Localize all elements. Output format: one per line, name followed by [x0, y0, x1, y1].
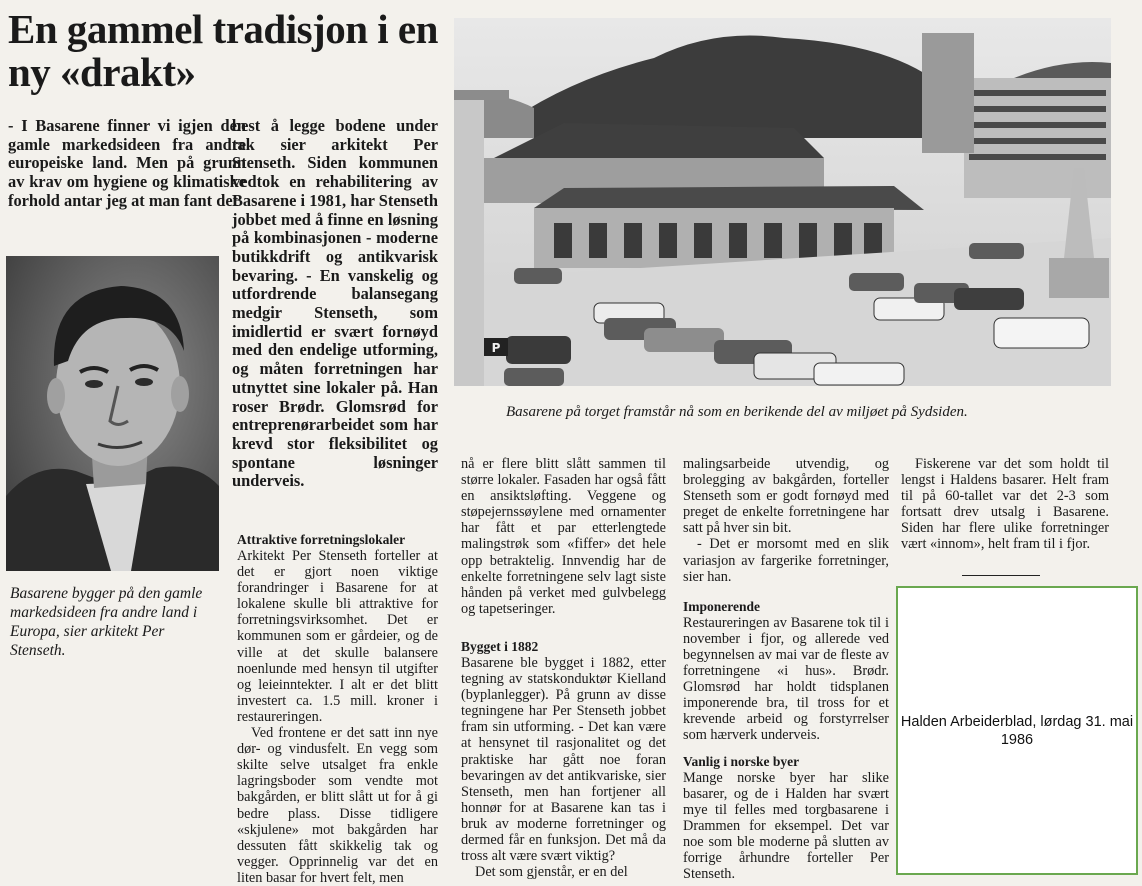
portrait-image — [6, 256, 219, 571]
column-2-body — [237, 532, 438, 886]
paragraph: Det som gjenstår, er en del — [475, 864, 628, 881]
paragraph: Basarene ble bygget i 1882, etter tegning av statskonduktør Kielland (byplanlegger). På grunn av disse tegningene har Per Stenseth jobbet fram sin utforming. - Det kan være at hensynet til rasjonalitet og det praktiske har gått noe foran bevaringen av det antikvariske, sier Stenseth, men han fortjener all honnør for at Basarene kan tas i bruk av moderne forretninger og dermed får en funksjon. Det må da tross alt være svært viktig? — [461, 654, 666, 865]
paragraph: malingsarbeide utvendig, og brolegging av bakgården, forteller Stenseth som er godt fornøyd med preget de enkelte forretningene har satt på hver sin bit. — [683, 456, 889, 537]
paragraph: Ved frontene er det satt inn nye dør- og vindusfelt. En vegg som skilte selve utsalget fra enkle lagringsboder som vendte mot bakgården, er blitt slått ut for å gi bedre plass. Disse tidligere «skjulene» mot bakgården har dessuten fått skikkelig tak og vegger. Opprinnelig var det en liten basar for hvert felt, men — [237, 725, 438, 886]
paragraph: - Det er morsomt med en slik variasjon av fargerike forretninger, sier han. — [683, 536, 889, 585]
column-5-body — [901, 456, 1109, 553]
subheading-bygget: Bygget i 1882 — [461, 638, 539, 654]
column-3-body — [461, 456, 666, 880]
town-square-photo-caption: Basarene på torget framstår nå som en berikende del av miljøet på Sydsiden. — [506, 404, 968, 420]
end-rule — [962, 575, 1040, 576]
paragraph: nå er flere blitt slått sammen til større lokaler. Fasaden har også fått en ansiktsløfting. Veggene og støpejernssøylene med ornamenter har fått et par etterlengtede malingstrøk som «fiffer» det hele opp betraktelig. Innvendig har de enkelte forretningene selv lagt siste hånden på verket med gulvbelegg og tapetseringer. — [461, 456, 666, 617]
source-note-text: Halden Arbeiderblad, lørdag 31. mai 1986 — [900, 713, 1134, 748]
paragraph: Fiskerene var det som holdt til lengst i Haldens basarer. Helt fram til på 60-tallet var det 2-3 som fortsatt drev utsalg i Basarene. Siden har flere ulike forretninger vært «innom», helt fram til i fjor. — [901, 456, 1109, 553]
svg-text:P: P — [491, 341, 501, 355]
portrait-photo — [6, 256, 219, 571]
source-note-box — [896, 586, 1138, 875]
lead-column-1: - I Basarene finner vi igjen den gamle markedsideen fra andre europeiske land. Men på grunn av krav om hygiene og klimatiske forhold antar jeg at man fant det — [8, 116, 246, 210]
lead-column-2: best å legge bodene under tak sier arkitekt Per Stenseth. Siden kommunen vedtok en rehabilitering av Basarene i 1981, har Stenseth jobbet med å finne en løsning på kombinasjonen - moderne butikkdrift og antikvarisk bevaring. - En vanskelig og utfordrende balansegang medgir Stenseth, som imidlertid er svært fornøyd med den endelige utforming, og måten forretningen har utnyttet sine lokaler på. Han roser Brødr. Glomsrød for entreprenørarbeidet som har krevd stor fleksibilitet og spontane løsninger underveis. — [232, 116, 438, 491]
subheading-attraktive: Attraktive forretningslokaler — [237, 532, 406, 547]
town-square-image — [454, 18, 1111, 386]
paragraph: Restaureringen av Basarene tok til i november i fjor, og allerede ved begynnelsen av mai var de fleste av forretningene «i hus». Brødr. Glomsrød har holdt tidsplanen imponerende bra, til tross for et krevende arbeid og forstyrrelser som hærverk underveis. — [683, 614, 889, 744]
paragraph: Arkitekt Per Stenseth forteller at det er gjort noen viktige forandringer i Basarene for at lokalene skulle bli attraktive for forretningsvirksomhet. Det er kommunen som er gårdeier, og de ville at det skulle balansere noenlunde med hensyn til utgifter og leieinntekter. I alt er det blitt investert ca. 1.5 mill. kroner i restaureringen. — [237, 548, 438, 725]
subheading-vanlig: Vanlig i norske byer — [683, 753, 800, 769]
article-title: En gammel tradisjon i en ny «drakt» — [8, 6, 438, 95]
column-4-body — [683, 456, 889, 882]
town-square-photo — [454, 18, 1111, 386]
subheading-imponerende: Imponerende — [683, 598, 761, 614]
portrait-caption: Basarene bygger på den gamle markedsideen fra andre land i Europa, sier arkitekt Per Stenseth. — [10, 585, 203, 659]
paragraph: Mange norske byer har slike basarer, og de i Halden har svært mye til felles med torgbasarene i Drammen for eksempel. Det var noe som ble moderne på slutten av forrige århundre forteller Per Stenseth. — [683, 769, 889, 883]
